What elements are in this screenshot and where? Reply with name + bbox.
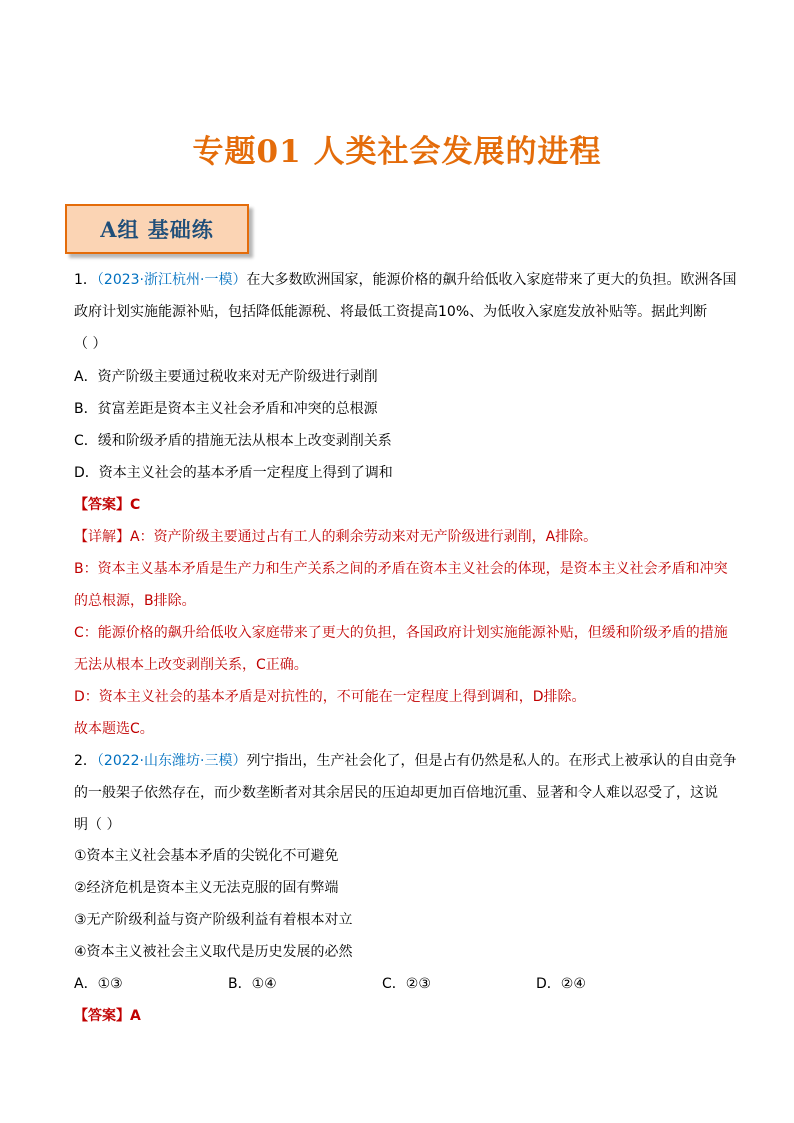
q1-stem-line-1: [74, 270, 736, 290]
q2-stem-line-1: [74, 751, 736, 771]
q2-statement-1: ①资本主义社会基本矛盾的尖锐化不可避免: [74, 848, 339, 864]
q1-option-c: C．缓和阶级矛盾的措施无法从根本上改变剥削关系: [74, 433, 392, 449]
q1-option-b: B．贫富差距是资本主义社会矛盾和冲突的总根源: [74, 401, 378, 417]
q1-source: （2023·浙江杭州·一模）: [96, 272, 247, 288]
q2-stem-line-3: 明（ ）: [74, 817, 121, 833]
q1-number: 1．: [74, 272, 97, 288]
q1-detail-line-4: C：能源价格的飙升给低收入家庭带来了更大的负担，各国政府计划实施能源补贴，但缓和阶级矛盾的措施: [74, 625, 728, 641]
q2-stem-text-1: 列宁指出，生产社会化了，但是占有仍然是私人的。在形式上被承认的自由竞争: [246, 753, 737, 769]
q1-detail-line-6: D：资本主义社会的基本矛盾是对抗性的，不可能在一定程度上得到调和，D排除。: [74, 689, 586, 705]
q1-detail-line-1: 【详解】A：资产阶级主要通过占有工人的剩余劳动来对无产阶级进行剥削，A排除。: [74, 529, 598, 545]
q2-choice-a: A．①③: [74, 976, 123, 992]
q1-detail-line-5: 无法从根本上改变剥削关系，C正确。: [74, 657, 308, 673]
q2-statement-4: ④资本主义被社会主义取代是历史发展的必然: [74, 944, 353, 960]
q2-choices: [74, 974, 690, 994]
q1-stem-text-1: 在大多数欧洲国家，能源价格的飙升给低收入家庭带来了更大的负担。欧洲各国: [246, 272, 737, 288]
group-label: A组 基础练: [100, 217, 214, 242]
q1-option-a: A．资产阶级主要通过税收来对无产阶级进行剥削: [74, 369, 378, 385]
q1-stem-line-2: 政府计划实施能源补贴，包括降低能源税、将最低工资提高10%、为低收入家庭发放补贴等。据此判断: [74, 304, 708, 320]
q1-stem-line-3: （ ）: [74, 336, 107, 352]
q2-choice-d: D．②④: [536, 976, 586, 992]
q2-stem-line-2: 的一般架子依然存在，而少数垄断者对其余居民的压迫却更加百倍地沉重、显著和令人难以忍受了，这说: [74, 785, 718, 801]
q2-number: 2．: [74, 753, 97, 769]
q2-statement-2: ②经济危机是资本主义无法克服的固有弊端: [74, 880, 339, 896]
q2-choice-b: B．①④: [228, 976, 277, 992]
q1-detail-line-3: 的总根源，B排除。: [74, 593, 196, 609]
group-label-box: [65, 204, 249, 254]
q2-answer: 【答案】A: [74, 1008, 141, 1024]
q2-statement-3: ③无产阶级利益与资产阶级利益有着根本对立: [74, 912, 353, 928]
q1-option-d: D．资本主义社会的基本矛盾一定程度上得到了调和: [74, 465, 393, 481]
q1-answer: 【答案】C: [74, 497, 141, 513]
q1-conclusion: 故本题选C。: [74, 721, 154, 737]
page-title: 专题01 人类社会发展的进程: [192, 134, 602, 170]
q1-detail-line-2: B：资本主义基本矛盾是生产力和生产关系之间的矛盾在资本主义社会的体现，是资本主义社会矛盾和冲突: [74, 561, 728, 577]
q2-choice-c: C．②③: [382, 976, 431, 992]
q2-source: （2022·山东潍坊·三模）: [96, 753, 247, 769]
